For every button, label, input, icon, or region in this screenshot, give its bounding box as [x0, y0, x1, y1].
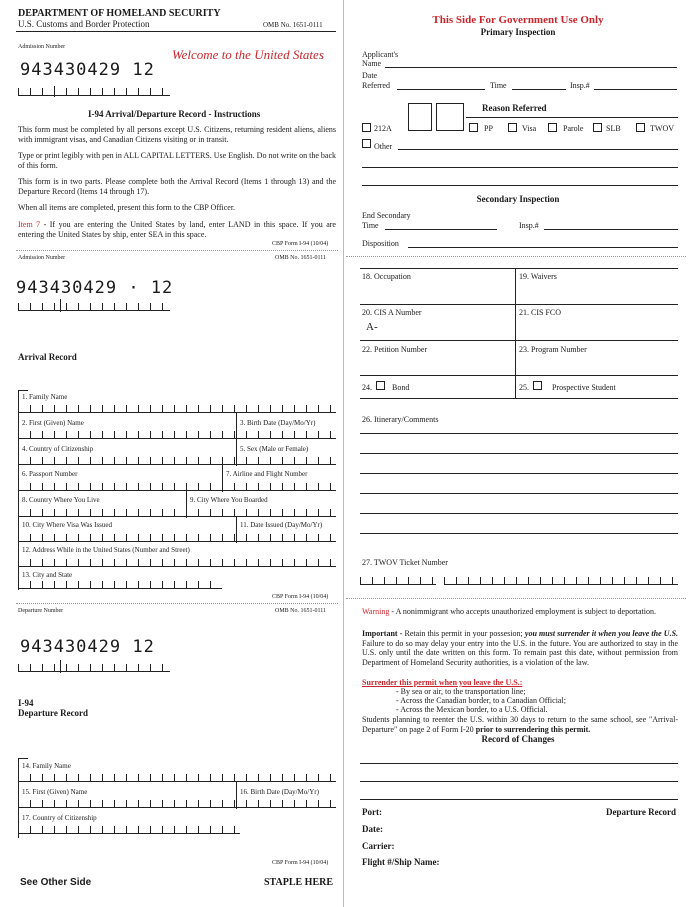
item7-instruction: Item 7 - If you are entering the United States by land, enter LAND in this space. If you are entering the United States by ship, enter SEA in this space.: [18, 220, 336, 239]
secondary-inspection-title: Secondary Inspection: [476, 194, 560, 204]
time-label: Time: [490, 81, 507, 90]
twov-ticket-label[interactable]: 27. TWOV Ticket Number: [362, 558, 448, 567]
checkbox-parole[interactable]: [548, 123, 557, 132]
field-sex[interactable]: 5. Sex (Male or Female): [240, 445, 309, 453]
checkbox-pp[interactable]: [469, 123, 478, 132]
instructions-para-4: When all items are completed, present this form to the CBP Officer.: [18, 203, 236, 212]
petition-number-label[interactable]: 22. Petition Number: [362, 345, 428, 354]
field-city-boarded[interactable]: 9. City Where You Boarded: [190, 496, 268, 504]
cis-a-prefix: A-: [366, 321, 378, 333]
record-of-changes-title: Record of Changes: [481, 734, 555, 744]
applicant-name-line[interactable]: [385, 67, 677, 68]
field-dep-country-citizenship[interactable]: 17. Country of Citizenship: [22, 814, 97, 822]
departure-title: Departure Record: [18, 708, 89, 718]
departure-number: 943430429 12: [20, 637, 155, 657]
insp2-line[interactable]: [544, 229, 678, 230]
carrier-label[interactable]: Carrier:: [362, 841, 395, 851]
form-no-top: CBP Form I-94 (10/04): [272, 241, 329, 247]
field-family-name[interactable]: 1. Family Name: [22, 393, 68, 401]
prospective-number: 25.: [519, 383, 529, 392]
occupation-label[interactable]: 18. Occupation: [362, 272, 411, 281]
form-no-departure: CBP Form I-94 (10/04): [272, 860, 329, 866]
field-dep-birth-date[interactable]: 16. Birth Date (Day/Mo/Yr): [240, 788, 319, 796]
name-label: Name: [362, 59, 382, 68]
staple-here: STAPLE HERE: [264, 877, 333, 888]
welcome-text: Welcome to the United States: [172, 47, 324, 62]
arrival-record-title: Arrival Record: [18, 352, 77, 362]
checkbox-212a[interactable]: [362, 123, 371, 132]
checkbox-prospective-student[interactable]: [533, 381, 542, 390]
arrival-admission-label: Admission Number: [18, 255, 66, 261]
checkbox-slb[interactable]: [593, 123, 602, 132]
departure-record-footer: Departure Record: [606, 807, 677, 817]
field-airline-flight[interactable]: 7. Airline and Flight Number: [226, 470, 308, 478]
disposition-line[interactable]: [408, 247, 678, 248]
agency-title: U.S. Customs and Border Protection: [18, 19, 150, 29]
instructions-para-2: Type or print legibly with pen in ALL CAPITAL LETTERS. Use English. Do not write on the back of this form.: [18, 151, 336, 170]
checkbox-other[interactable]: [362, 139, 371, 148]
gov-use-title: This Side For Government Use Only: [432, 14, 604, 26]
insp-label: Insp.#: [570, 81, 590, 90]
instructions-para-1: This form must be completed by all persons except U.S. Citizens, returning resident aliens, aliens with immigrant visas, and Canadian Citizens visiting or in transit.: [18, 125, 336, 144]
admission-ticks-top: [18, 88, 170, 96]
field-passport-number[interactable]: 6. Passport Number: [22, 470, 78, 478]
label-slb: SLB: [606, 124, 621, 133]
label-visa: Visa: [522, 124, 537, 133]
arrival-omb: OMB No. 1651-0111: [275, 255, 327, 261]
prospective-label: Prospective Student: [552, 383, 616, 392]
label-other: Other: [374, 142, 393, 151]
itinerary-label[interactable]: 26. Itinerary/Comments: [362, 415, 439, 424]
field-dep-family-name[interactable]: 14. Family Name: [22, 762, 71, 770]
see-other-side: See Other Side: [20, 877, 92, 888]
bond-label: Bond: [392, 383, 410, 392]
departure-number-label: Departure Number: [18, 608, 64, 614]
warning-text: Warning - A nonimmigrant who accepts unauthorized employment is subject to deportation.: [362, 607, 656, 616]
surrender-title: Surrender this permit when you leave the U.S.:: [362, 678, 523, 687]
students-text: Students planning to reenter the U.S. within 30 days to return to the same school, see "Arrival-Departure" on page 2 of Form I-20 prior to surrendering this permit.: [362, 715, 678, 734]
departure-omb: OMB No. 1651-0111: [275, 608, 327, 614]
cis-fco-label[interactable]: 21. CIS FCO: [519, 308, 562, 317]
dept-title: DEPARTMENT OF HOMELAND SECURITY: [18, 8, 221, 19]
departure-number-ticks: [18, 664, 170, 672]
referred-label: Referred: [362, 81, 390, 90]
waivers-label[interactable]: 19. Waivers: [519, 272, 557, 281]
insp2-label: Insp.#: [519, 221, 539, 230]
arrival-admission-number: 943430429 · 12: [16, 278, 174, 298]
surrender-canada: - Across the Canadian border, to a Canadian Official;: [396, 696, 566, 705]
reason-box-1[interactable]: [408, 103, 432, 131]
checkbox-twov[interactable]: [636, 123, 645, 132]
departure-title-i94: I-94: [18, 698, 34, 708]
label-parole: Parole: [563, 124, 584, 133]
label-twov: TWOV: [650, 124, 674, 133]
bond-number: 24.: [362, 383, 372, 392]
field-country-citizenship[interactable]: 4. Country of Citizenship: [22, 445, 94, 453]
date-footer-label[interactable]: Date:: [362, 824, 383, 834]
insp-line[interactable]: [594, 89, 677, 90]
important-text: Important - Retain this permit in your possesion; you must surrender it when you leave the U.S. Failure to do so may delay your entry into the U.S. in the future. You are authorized to stay in the U.S. only until the date written on this form. To remain past this date, without permission from Department of Homeland Security authorities, is a violation of the law.: [362, 629, 679, 667]
time-line[interactable]: [512, 89, 566, 90]
cis-a-number-label[interactable]: 20. CIS A Number: [362, 308, 422, 317]
checkbox-visa[interactable]: [508, 123, 517, 132]
field-dep-first-name[interactable]: 15. First (Given) Name: [22, 788, 88, 796]
label-212a: 212A: [374, 124, 392, 133]
flight-ship-label[interactable]: Flight #/Ship Name:: [362, 857, 440, 867]
checkbox-bond[interactable]: [376, 381, 385, 390]
reason-referred-title: Reason Referred: [482, 103, 547, 113]
reason-box-2[interactable]: [436, 103, 464, 131]
field-first-name[interactable]: 2. First (Given) Name: [22, 419, 84, 427]
primary-inspection-title: Primary Inspection: [480, 27, 556, 37]
admission-label: Admission Number: [18, 44, 66, 50]
port-label[interactable]: Port:: [362, 807, 382, 817]
applicants-label: Applicant's: [362, 50, 399, 59]
field-city-visa[interactable]: 10. City Where Visa Was Issued: [22, 521, 113, 529]
surrender-sea-air: - By sea or air, to the transportation line;: [396, 687, 526, 696]
surrender-mexico: - Across the Mexican border, to a U.S. Official.: [396, 705, 548, 714]
end-time-label: Time: [362, 221, 379, 230]
admission-number-top: 943430429 12: [20, 60, 155, 80]
form-no-arrival: CBP Form I-94 (10/04): [272, 594, 329, 600]
program-number-label[interactable]: 23. Program Number: [519, 345, 587, 354]
end-time-line[interactable]: [385, 229, 497, 230]
field-country-live[interactable]: 8. Country Where You Live: [22, 496, 100, 504]
date-referred-line[interactable]: [397, 89, 485, 90]
instructions-title: I-94 Arrival/Departure Record - Instructions: [88, 109, 261, 119]
instructions-para-3: This form is in two parts. Please complete both the Arrival Record (Items 1 through 13) and the Departure Record (Items 14 through 17).: [18, 177, 336, 196]
date-label: Date: [362, 71, 378, 80]
field-us-address[interactable]: 12. Address While in the United States (Number and Street): [22, 546, 190, 554]
disposition-label: Disposition: [362, 239, 399, 248]
field-birth-date[interactable]: 3. Birth Date (Day/Mo/Yr): [240, 419, 316, 427]
arrival-admission-ticks: [18, 303, 170, 311]
label-pp: PP: [484, 124, 493, 133]
field-date-issued[interactable]: 11. Date Issued (Day/Mo/Yr): [240, 521, 323, 529]
omb-number: OMB No. 1651-0111: [263, 21, 323, 29]
end-secondary-label: End Secondary: [362, 211, 411, 220]
field-city-state[interactable]: 13. City and State: [22, 571, 73, 579]
